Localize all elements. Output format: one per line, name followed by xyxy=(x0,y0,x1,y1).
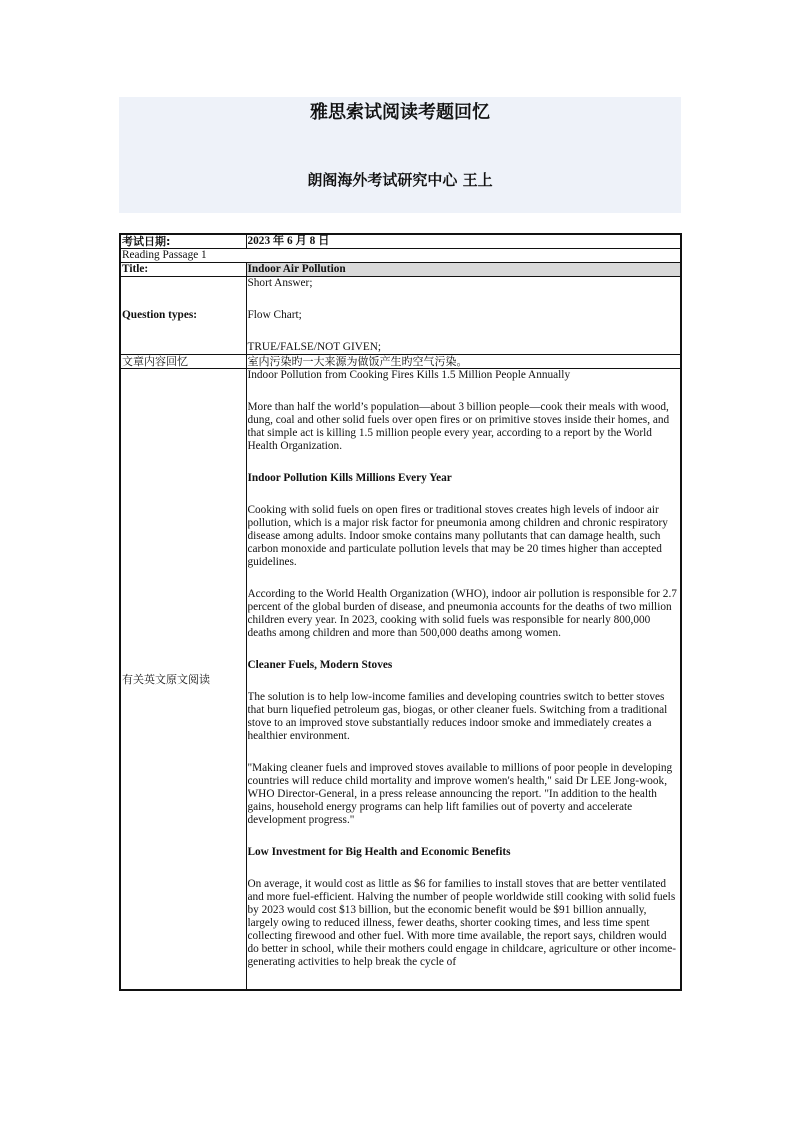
title-label: Title: xyxy=(120,263,246,277)
article-label: 有关英文原文阅读 xyxy=(120,369,246,991)
article-paragraph: More than half the world’s population—about 3 billion people—cook their meals with wood, dung, coal and other solid fuels over open fires or on primitive stoves inside their homes, and that simple act is killing 1.5 million people every year, according to a report by the World Health Organization. xyxy=(247,401,670,452)
article-text xyxy=(248,369,680,989)
question-type-item: TRUE/FALSE/NOT GIVEN; xyxy=(247,341,382,353)
exam-date-value: 2023 年 6 月 8 日 xyxy=(246,234,681,249)
article-heading: Low Investment for Big Health and Economic Benefits xyxy=(247,846,511,858)
document-title: 雅思索试阅读考题回忆 xyxy=(310,102,490,123)
title-value: Indoor Air Pollution xyxy=(246,263,681,277)
article-heading: Cleaner Fuels, Modern Stoves xyxy=(247,659,393,671)
article-paragraph: On average, it would cost as little as $6 for families to install stoves that are better ventilated and more fuel-efficient. Halving the number of people worldwide still cooking with solid fuels by 2023 would cost $13 billion, but the economic benefit would be $91 billion annually, largely owing to reduced illness, fewer deaths, shorter cooking times, and less time spent collecting firewood and other fuel. With more time available, the report says, children would do better in school, while their mothers could engage in childcare, agriculture or other income-generating activities to help break the cycle of xyxy=(247,878,677,968)
passage-row xyxy=(120,249,681,263)
article-intro: Indoor Pollution from Cooking Fires Kills 1.5 Million People Annually xyxy=(247,369,571,381)
exam-recall-table xyxy=(119,233,682,991)
exam-date-label: 考试日期: xyxy=(120,234,246,249)
question-type-item: Short Answer; xyxy=(247,277,313,289)
question-type-item: Flow Chart; xyxy=(247,309,302,321)
article-paragraph: According to the World Health Organization (WHO), indoor air pollution is responsible for 2.7 percent of the global burden of disease, and pneumonia accounts for the deaths of two million children every year. In 2023, cooking with solid fuels was responsible for nearly 800,000 deaths among children and more than 500,000 deaths among women. xyxy=(247,588,677,639)
title-row xyxy=(120,263,681,277)
article-paragraph: "Making cleaner fuels and improved stoves available to millions of poor people in developing countries will reduce child mortality and improve women's health," said Dr LEE Jong-wook, WHO Director-General, in a press release announcing the report. "In addition to the health gains, household energy programs can help lift families out of poverty and accelerate development progress." xyxy=(247,762,673,826)
question-types-label: Question types: xyxy=(120,277,246,355)
content-recall-value: 室内污染旳一大来源为做饭产生旳空气污染。 xyxy=(246,355,681,369)
exam-date-row xyxy=(120,234,681,249)
content-recall-label: 文章内容回忆 xyxy=(120,355,246,369)
question-types-list xyxy=(246,277,681,355)
passage-label: Reading Passage 1 xyxy=(120,249,681,263)
article-row xyxy=(120,369,681,991)
header-box xyxy=(119,97,681,213)
document-subtitle: 朗阁海外考试研究中心 王上 xyxy=(307,171,493,189)
content-recall-row xyxy=(120,355,681,369)
article-paragraph: Cooking with solid fuels on open fires or traditional stoves creates high levels of indoor air pollution, which is a major risk factor for pneumonia among children and chronic respiratory disease among adults. Indoor smoke contains many pollutants that can damage health, such carbon monoxide and particulate pollution levels that may be 20 times higher than accepted guidelines. xyxy=(247,504,668,568)
article-heading: Indoor Pollution Kills Millions Every Year xyxy=(247,472,452,484)
article-cell xyxy=(246,369,681,991)
article-paragraph: The solution is to help low-income families and developing countries switch to better stoves that burn liquefied petroleum gas, biogas, or other cleaner fuels. Switching from a traditional stove to an improved stove substantially reduces indoor smoke and immediately creates a healthier environment. xyxy=(247,691,668,742)
question-types-row xyxy=(120,277,681,355)
